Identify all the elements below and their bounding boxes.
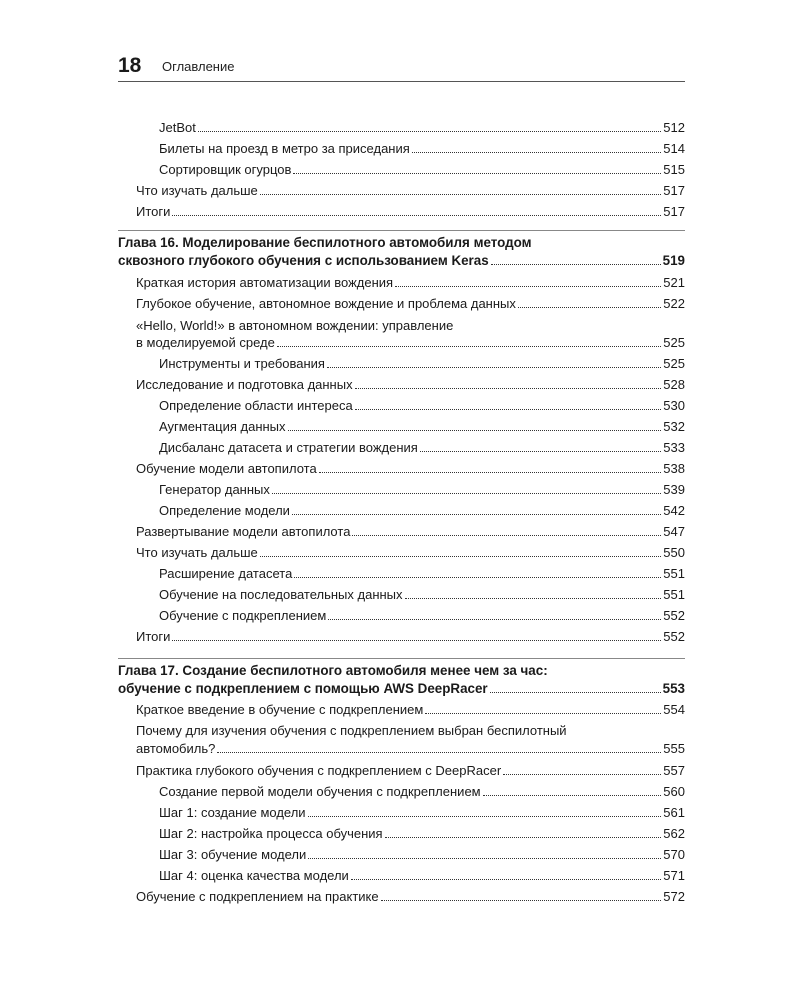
toc-entry[interactable]: Обучение на последовательных данных 551 (159, 587, 685, 602)
toc-entry[interactable]: Дисбаланс датасета и стратегии вождения 533 (159, 440, 685, 455)
toc-entry[interactable]: Создание первой модели обучения с подкреплением 560 (159, 784, 685, 799)
toc-entry[interactable]: Сортировщик огурцов 515 (159, 162, 685, 177)
toc-entry[interactable]: Глубокое обучение, автономное вождение и проблема данных 522 (136, 296, 685, 311)
toc-entry[interactable]: Расширение датасета 551 (159, 566, 685, 581)
toc-entry[interactable]: Обучение модели автопилота 538 (136, 461, 685, 476)
section-title: Оглавление (162, 59, 235, 74)
toc-entry[interactable]: Краткая история автоматизации вождения 521 (136, 275, 685, 290)
toc-entry[interactable]: Обучение с подкреплением на практике 572 (136, 889, 685, 904)
toc-entry[interactable]: Что изучать дальше 550 (136, 545, 685, 560)
chapter-divider (118, 230, 685, 231)
chapter-entry[interactable]: сквозного глубокого обучения с использованием Keras 519 (118, 253, 685, 268)
chapter-divider (118, 658, 685, 659)
toc-entry[interactable]: Обучение с подкреплением 552 (159, 608, 685, 623)
toc-entry[interactable]: Билеты на проезд в метро за приседания 514 (159, 141, 685, 156)
toc-entry[interactable]: Аугментация данных 532 (159, 419, 685, 434)
toc-entry[interactable]: Развертывание модели автопилота 547 (136, 524, 685, 539)
toc-entry[interactable]: Итоги 517 (136, 204, 685, 219)
toc-entry[interactable]: Генератор данных 539 (159, 482, 685, 497)
toc-entry[interactable]: Инструменты и требования 525 (159, 356, 685, 371)
chapter-title[interactable]: Глава 17. Создание беспилотного автомобиля менее чем за час: (118, 663, 548, 678)
toc-entry[interactable]: Что изучать дальше 517 (136, 183, 685, 198)
toc-entry[interactable]: Исследование и подготовка данных 528 (136, 377, 685, 392)
toc-entry[interactable]: Итоги 552 (136, 629, 685, 644)
chapter-entry[interactable]: обучение с подкреплением с помощью AWS DeepRacer 553 (118, 681, 685, 696)
toc-entry-line[interactable]: «Hello, World!» в автономном вождении: управление (136, 318, 454, 333)
toc-entry[interactable]: автомобиль? 555 (136, 741, 685, 756)
toc-entry[interactable]: JetBot 512 (159, 120, 685, 135)
page-number: 18 (118, 54, 142, 77)
toc-entry[interactable]: Краткое введение в обучение с подкреплением 554 (136, 702, 685, 717)
toc-entry[interactable]: Определение области интереса 530 (159, 398, 685, 413)
page-header (118, 55, 685, 82)
toc-entry[interactable]: Шаг 1: создание модели 561 (159, 805, 685, 820)
toc-entry[interactable]: Определение модели 542 (159, 503, 685, 518)
toc-entry[interactable]: в моделируемой среде 525 (136, 335, 685, 350)
toc-entry[interactable]: Шаг 4: оценка качества модели 571 (159, 868, 685, 883)
toc-entry-line[interactable]: Почему для изучения обучения с подкреплением выбран беспилотный (136, 723, 567, 738)
toc-entry[interactable]: Шаг 2: настройка процесса обучения 562 (159, 826, 685, 841)
chapter-title[interactable]: Глава 16. Моделирование беспилотного автомобиля методом (118, 235, 532, 250)
toc-entry[interactable]: Шаг 3: обучение модели 570 (159, 847, 685, 862)
toc-entry[interactable]: Практика глубокого обучения с подкреплением с DeepRacer 557 (136, 763, 685, 778)
